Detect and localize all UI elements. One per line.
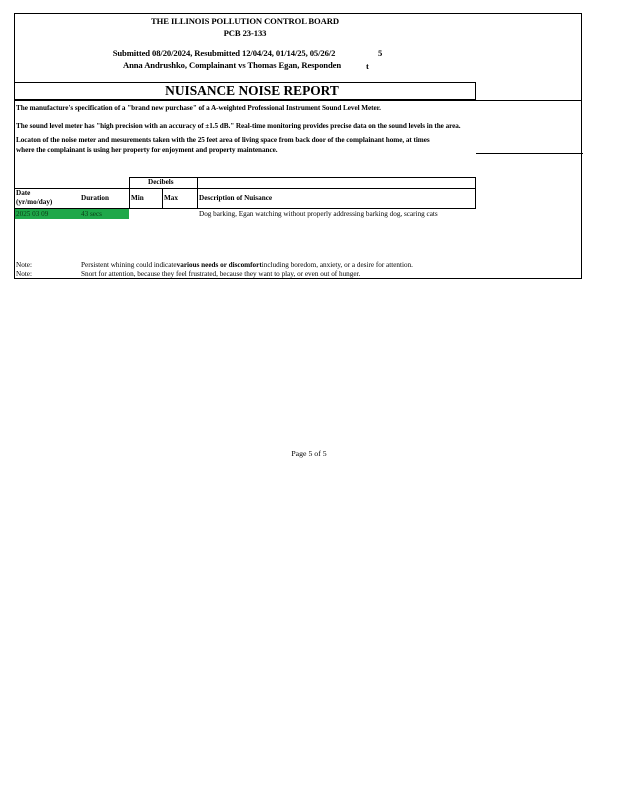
col-divider-desc (197, 177, 198, 208)
case-number: PCB 23-133 (223, 28, 267, 38)
page-number: Page 5 of 5 (291, 449, 327, 458)
decibels-top-rule (129, 177, 476, 178)
description-header: Description of Nuisance (199, 194, 273, 202)
note-label-2: Note: (16, 270, 32, 278)
decibels-header: Decibels (148, 178, 174, 186)
col-divider-max (162, 188, 163, 208)
col-divider-min (129, 177, 130, 208)
note-text-after: including boredom, anxiety, or a desire for attention. (261, 261, 413, 269)
note-text-before: Persistent whining could indicate (81, 261, 177, 269)
meter-location-text: Locaton of the noise meter and mesurements taken with the 25 feet area of living space from back door of the complainant home, at times (16, 136, 430, 144)
note-text-2: Snort for attention, because they feel frustrated, because they want to play, or even out of hunger. (81, 270, 361, 278)
paragraph-rule (476, 153, 583, 154)
meter-accuracy-text: The sound level meter has "high precision with an accuracy of ±1.5 dB." Real-time monitoring provides precise data on the sound levels in the area. (16, 122, 461, 130)
meter-location-text-cont: where the complainant is using her property for enjoyment and property maintenance. (16, 146, 278, 154)
submitted-line: Submitted 08/20/2024, Resubmitted 12/04/24, 01/14/25, 05/26/2 (112, 48, 336, 58)
max-header: Max (164, 194, 178, 202)
parties-overflow: t (366, 61, 369, 71)
submitted-overflow: 5 (378, 48, 383, 58)
note-label: Note: (16, 261, 32, 269)
header-top-rule (14, 188, 476, 189)
note-text (81, 261, 413, 269)
parties-line: Anna Andrushko, Complainant vs Thomas Egan, Responden (122, 60, 342, 70)
report-title: NUISANCE NOISE REPORT (165, 83, 339, 98)
date-header: Date (16, 189, 31, 197)
note-emphasis: various needs or discomfort (176, 261, 262, 269)
row-date: 2025 03 09 (16, 210, 49, 218)
col-divider-end (475, 177, 476, 208)
min-header: Min (131, 194, 144, 202)
meter-spec-text: The manufacture's specification of a "brand new purchase" of a A-weighted Professional Instrument Sound Level Meter. (16, 104, 381, 112)
row-duration: 43 secs (81, 210, 102, 218)
title-rule (14, 100, 582, 101)
board-name: THE ILLINOIS POLLUTION CONTROL BOARD (151, 16, 339, 26)
date-header-format: (yr/mo/day) (16, 198, 53, 206)
duration-header: Duration (81, 194, 109, 202)
row-description: Dog barking, Egan watching without properly addressing barking dog, scaring cats (199, 210, 438, 218)
